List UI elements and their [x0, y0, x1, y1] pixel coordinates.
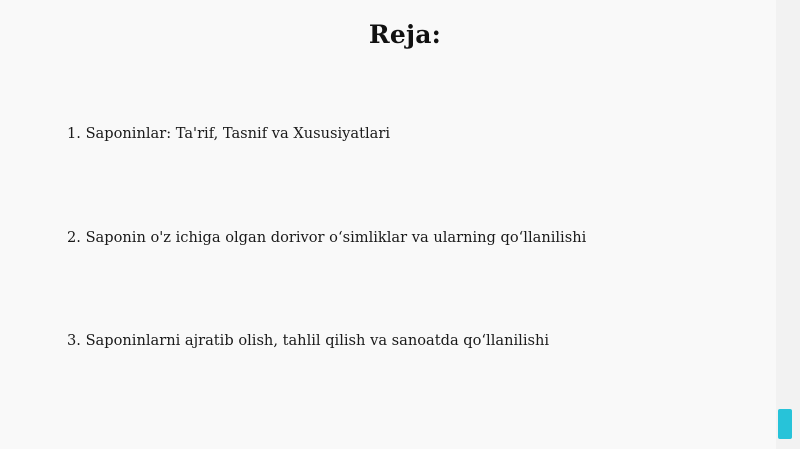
- slide-title: Reja:: [368, 20, 442, 49]
- scrollbar-thumb[interactable]: [778, 409, 792, 439]
- plan-item-3: 3. Saponinlarni ajratib olish, tahlil qilish va sanoatda qo‘llanilishi: [67, 332, 550, 349]
- vertical-scrollbar[interactable]: [776, 0, 800, 449]
- plan-item-2: 2. Saponin o'z ichiga olgan dorivor o‘simliklar va ularning qo‘llanilishi: [67, 229, 587, 246]
- plan-item-1: 1. Saponinlar: Ta'rif, Tasnif va Xususiyatlari: [67, 125, 391, 142]
